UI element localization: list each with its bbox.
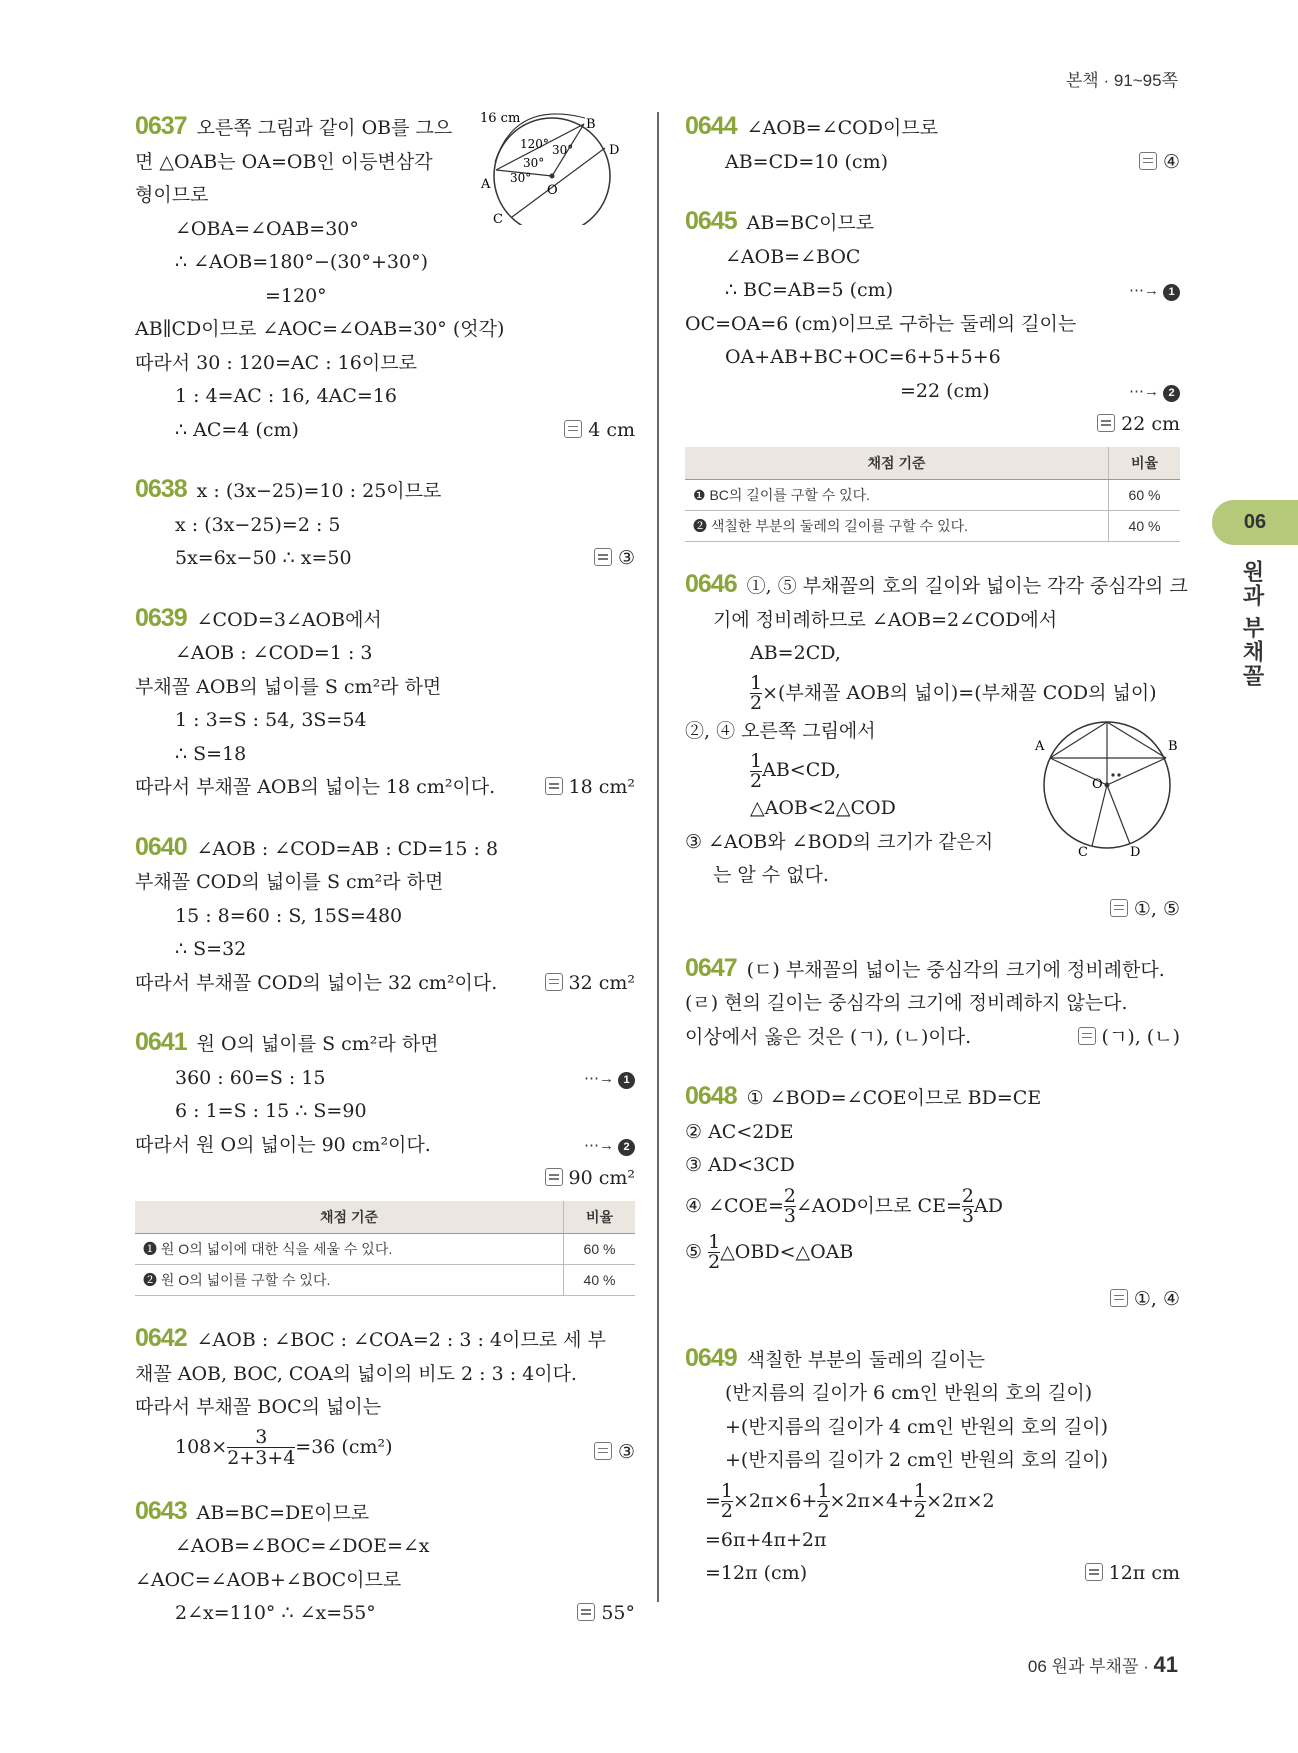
solution-line: 따라서 부채꼴 BOC의 넓이는 [135, 1396, 382, 1418]
fig-angle-30a: 30° [552, 143, 574, 157]
fig-point-c: C [493, 212, 503, 225]
solution-line: ② AC<2DE [685, 1120, 794, 1143]
answer-value: 18 cm² [568, 776, 635, 798]
solution-line: 360 : 60=S : 15 [175, 1066, 326, 1089]
solution-line: ∠COD=3∠AOB에서 [196, 608, 382, 631]
solution-line: ∴ AC=4 (cm) [175, 418, 299, 441]
answer-value: 32 cm² [568, 971, 635, 994]
problem-number: 0648 [685, 1082, 737, 1110]
answer-value: (ㄱ), (ㄴ) [1101, 1025, 1180, 1048]
answer-icon [1110, 899, 1128, 917]
fraction: $\frac{3}{2+3+4}$ [227, 1426, 296, 1469]
solution-line: 면 △OAB는 OA=OB인 이등변삼각 [135, 150, 433, 173]
answer-icon [545, 1168, 563, 1186]
problem-0637 [135, 110, 635, 447]
answer-value: ①, ④ [1133, 1287, 1180, 1310]
fig-point-o: O [547, 183, 558, 198]
solution-line: ①, ⑤ 부채꼴의 호의 길이와 넓이는 각각 중심각의 크 [746, 575, 1188, 597]
answer [1139, 146, 1180, 180]
footer-chapter: 06 원과 부채꼴 · [1027, 1657, 1149, 1676]
solution-line: 는 알 수 없다. [713, 864, 829, 886]
solution-line: 15 : 8=60 : S, 15S=480 [175, 904, 403, 927]
answer-icon [594, 548, 612, 566]
fraction: $\frac{1}{2}$ [750, 749, 763, 792]
problem-number: 0637 [135, 112, 187, 140]
answer-value: ③ [617, 1440, 635, 1463]
solution-line: ②, ④ 오른쪽 그림에서 [685, 719, 876, 742]
fig-radius-label: 16 cm [480, 111, 521, 126]
answer-value: 22 cm [1121, 413, 1180, 435]
solution-line: ∴ S=32 [175, 938, 247, 960]
solution-line: ③ AD<3CD [685, 1154, 795, 1176]
fig-point-c: C [1078, 845, 1088, 858]
solution-line: x : (3x−25)=2 : 5 [175, 513, 341, 536]
solution-line: 오른쪽 그림과 같이 OB를 그으 [196, 117, 453, 139]
problem-0643 [135, 1495, 635, 1631]
step-marker: ⋯→ 1 [1129, 274, 1180, 308]
answer [594, 1430, 635, 1474]
problem-0647 [685, 952, 1180, 1055]
problem-number: 0641 [135, 1028, 187, 1056]
fraction: $\frac{1}{2}$ [720, 1480, 734, 1522]
solution-line: =22 (cm) [900, 379, 990, 402]
answer-icon [594, 1442, 612, 1460]
fraction: $\frac{1}{2}$ [750, 672, 763, 714]
column-divider [657, 112, 659, 1602]
answer-value: 55° [601, 1602, 635, 1624]
answer-value: ①, ⑤ [1133, 897, 1180, 920]
solution-line: ∠AOB=∠COD이므로 [746, 117, 939, 139]
answer-value: 4 cm [588, 418, 635, 441]
solution-line: 2∠x=110° ∴ ∠x=55° [175, 1602, 376, 1624]
solution-line: 108× [175, 1435, 228, 1458]
problem-number: 0645 [685, 207, 737, 235]
solution-line: (ㄹ) 현의 길이는 중심각의 크기에 정비례하지 않는다. [685, 992, 1128, 1014]
answer-value: ④ [1162, 150, 1180, 173]
problem-number: 0646 [685, 570, 737, 598]
answer-icon [564, 420, 582, 438]
solution-line: 부채꼴 AOB의 넓이를 S cm²라 하면 [135, 675, 442, 698]
solution-line: AB=2CD, [750, 642, 841, 664]
page-number: 41 [1153, 1652, 1178, 1677]
solution-line: ∠AOB : ∠BOC : ∠COA=2 : 3 : 4이므로 세 부 [196, 1329, 606, 1351]
solution-line: ∠AOB : ∠COD=1 : 3 [175, 642, 373, 664]
step-marker: ⋯→ 2 [1129, 375, 1180, 409]
solution-line: 5x=6x−50 ∴ x=50 [175, 547, 352, 569]
chapter-tab: 06 [1212, 500, 1298, 545]
solution-line: ∠AOB : ∠COD=AB : CD=15 : 8 [196, 837, 499, 860]
scoring-table: 채점 기준 비율 ❶ 원 O의 넓이에 대한 식을 세울 수 있다. 60 % ❷ 원 O의 넓이를 구할 수 있다. 40 % [135, 1201, 635, 1296]
solution-line: AB<CD, [762, 759, 841, 781]
answer-icon [545, 973, 563, 991]
solution-line: ∠AOB=∠BOC=∠DOE=∠x [175, 1535, 430, 1557]
fig-point-b: B [1168, 739, 1178, 754]
problem-0644 [685, 110, 1180, 179]
problem-0638 [135, 473, 635, 576]
solution-line: △AOB<2△COD [750, 797, 896, 819]
problem-0645 [685, 205, 1180, 542]
fraction: $\frac{1}{2}$ [817, 1480, 830, 1522]
solution-line: 이상에서 옳은 것은 (ㄱ), (ㄴ)이다. [685, 1025, 972, 1048]
problem-number: 0643 [135, 1496, 187, 1525]
left-column [135, 110, 635, 1657]
problem-number: 0639 [135, 603, 187, 632]
solution-line: ∴ BC=AB=5 (cm) [725, 279, 894, 301]
solution-line: 따라서 부채꼴 AOB의 넓이는 18 cm²이다. [135, 776, 496, 798]
answer [685, 1283, 1180, 1316]
problem-number: 0644 [685, 112, 737, 140]
solution-line: ∴ S=18 [175, 742, 247, 765]
problem-0649: 0649 색칠한 부분의 둘레의 길이는 (반지름의 길이가 6 cm인 반원의 호의 길이) +(반지름의 길이가 4 cm인 반원의 호의 길이) +(반지름의 길이가 2 cm인 반원의 호의 길이) = $\frac{1}{2}$ ×2π×6+ $\frac{1}{2}$ ×2π×4+ $\frac{1}{2}$ ×2π×2 =6π+4π+2π =12π (cm) 12π cm [685, 1342, 1180, 1591]
fig-point-a: A [481, 177, 491, 192]
answer-icon [545, 777, 563, 795]
problem-0642: 0642 ∠AOB : ∠BOC : ∠COA=2 : 3 : 4이므로 세 부 채꼴 AOB, BOC, COA의 넓이의 비도 2 : 3 : 4이다. 따라서 부채꼴 BOC의 넓이는 108× $\frac{3}{2+3+4}$ =36 (cm²) ③ [135, 1322, 635, 1469]
solution-line: OA+AB+BC+OC=6+5+5+6 [725, 346, 1001, 368]
answer [1078, 1021, 1180, 1055]
solution-line: 기에 정비례하므로 ∠AOB=2∠COD에서 [713, 608, 1058, 631]
problem-number: 0640 [135, 832, 187, 861]
fig-angle-30b: 30° [523, 156, 545, 170]
answer-icon [1085, 1563, 1103, 1581]
solution-line: ×(부채꼴 AOB의 넓이)=(부채꼴 COD의 넓이) [762, 681, 1157, 704]
page-reference: 본책 · 91~95쪽 [1065, 71, 1178, 90]
answer-value: 90 cm² [568, 1167, 635, 1189]
solution-line: x : (3x−25)=10 : 25이므로 [196, 480, 442, 502]
page-footer [1028, 1652, 1178, 1678]
problem-0639 [135, 602, 635, 805]
solution-line: AB∥CD이므로 ∠AOC=∠OAB=30° (엇각) [135, 318, 505, 340]
solution-line: ⑤ [685, 1240, 703, 1263]
chapter-tab-title: 원과 부채꼴 [1240, 560, 1265, 689]
fig-point-d: D [1130, 845, 1141, 858]
solution-line: 6 : 1=S : 15 ∴ S=90 [175, 1100, 367, 1122]
solution-line: = [705, 1489, 721, 1512]
answer [685, 893, 1180, 926]
solution-line: +(반지름의 길이가 4 cm인 반원의 호의 길이) [725, 1415, 1109, 1438]
solution-line: ③ ∠AOB와 ∠BOD의 크기가 같은지 [685, 830, 994, 853]
step-marker: ⋯→ 1 [584, 1062, 635, 1096]
solution-line: +(반지름의 길이가 2 cm인 반원의 호의 길이) [725, 1449, 1109, 1471]
solution-line: 따라서 부채꼴 COD의 넓이는 32 cm²이다. [135, 971, 498, 994]
solution-line: =120° [265, 284, 327, 307]
answer-icon [1078, 1027, 1096, 1045]
answer [594, 542, 635, 576]
fig-point-d: D [609, 143, 620, 158]
solution-line: 1 : 4=AC : 16, 4AC=16 [175, 385, 398, 407]
solution-line: AB=CD=10 (cm) [725, 150, 888, 173]
problem-number: 0638 [135, 475, 187, 503]
problem-number: 0647 [685, 953, 737, 982]
solution-line: ④ ∠COE= [685, 1194, 784, 1217]
problem-number: 0642 [135, 1324, 187, 1352]
answer-icon [1139, 152, 1157, 170]
solution-line: 따라서 30 : 120=AC : 16이므로 [135, 351, 417, 374]
solution-line: (반지름의 길이가 6 cm인 반원의 호의 길이) [725, 1382, 1093, 1404]
fraction: $\frac{2}{3}$ [783, 1185, 796, 1227]
solution-line: ∠OBA=∠OAB=30° [175, 217, 359, 240]
fraction: $\frac{1}{2}$ [708, 1231, 721, 1273]
fraction: $\frac{1}{2}$ [913, 1480, 927, 1522]
solution-line: OC=OA=6 (cm)이므로 구하는 둘레의 길이는 [685, 312, 1077, 335]
answer [564, 414, 635, 448]
problem-0640 [135, 831, 635, 1001]
fig-angle-30c: 30° [510, 171, 532, 185]
answer [577, 1597, 635, 1631]
problem-0648: 0648 ① ∠BOD=∠COE이므로 BD=CE ② AC<2DE ③ AD<3CD ④ ∠COE= $\frac{2}{3}$ ∠AOD이므로 CE= $\frac{2}{3}$ AD ⑤ $\frac{1}{2}$ △OBD<△OAB ①, ④ [685, 1080, 1180, 1316]
answer [1085, 1557, 1180, 1591]
solution-line: 색칠한 부분의 둘레의 길이는 [746, 1348, 985, 1371]
solution-line: 따라서 원 O의 넓이는 90 cm²이다. [135, 1133, 431, 1156]
solution-line: 원 O의 넓이를 S cm²라 하면 [196, 1033, 439, 1055]
scoring-table: 채점 기준 비율 ❶ BC의 길이를 구할 수 있다. 60 % ❷ 색칠한 부분의 둘레의 길이를 구할 수 있다. 40 % [685, 447, 1180, 542]
solution-line: =12π (cm) [705, 1562, 808, 1584]
solution-line: ∠AOC=∠AOB+∠BOC이므로 [135, 1568, 402, 1591]
solution-line: AB=BC=DE이므로 [196, 1501, 370, 1524]
solution-line: (ㄷ) 부채꼴의 넓이는 중심각의 크기에 정비례한다. [746, 958, 1165, 981]
fig-angle-120: 120° [520, 137, 549, 151]
solution-line: 1 : 3=S : 54, 3S=54 [175, 709, 367, 731]
answer [135, 1162, 635, 1195]
solution-line: 부채꼴 COD의 넓이를 S cm²라 하면 [135, 871, 444, 893]
solution-line: ① ∠BOD=∠COE이므로 BD=CE [746, 1087, 1042, 1109]
answer-value: 12π cm [1108, 1562, 1180, 1584]
right-column [685, 110, 1188, 1617]
answer [545, 967, 636, 1001]
solution-line: 채꼴 AOB, BOC, COA의 넓이의 비도 2 : 3 : 4이다. [135, 1362, 577, 1385]
problem-number: 0649 [685, 1343, 737, 1372]
answer-icon [577, 1603, 595, 1621]
answer [545, 771, 636, 805]
answer-value: ③ [617, 547, 635, 569]
answer-icon [1097, 414, 1115, 432]
step-marker: ⋯→ 2 [584, 1129, 635, 1163]
solution-line: 형이므로 [135, 184, 209, 206]
fig-point-b: B [586, 117, 596, 132]
fraction: $\frac{2}{3}$ [961, 1185, 974, 1227]
solution-line: ∴ ∠AOB=180°−(30°+30°) [175, 251, 429, 273]
solution-line: ∠AOB=∠BOC [725, 245, 861, 268]
answer-icon [1110, 1289, 1128, 1307]
solution-line: =6π+4π+2π [705, 1528, 827, 1551]
fig-point-o: O [1092, 777, 1103, 792]
answer [685, 408, 1180, 441]
problem-0646 [685, 568, 1188, 926]
problem-0641 [135, 1026, 635, 1296]
solution-line: AB=BC이므로 [746, 212, 875, 234]
fig-point-a: A [1035, 739, 1045, 754]
